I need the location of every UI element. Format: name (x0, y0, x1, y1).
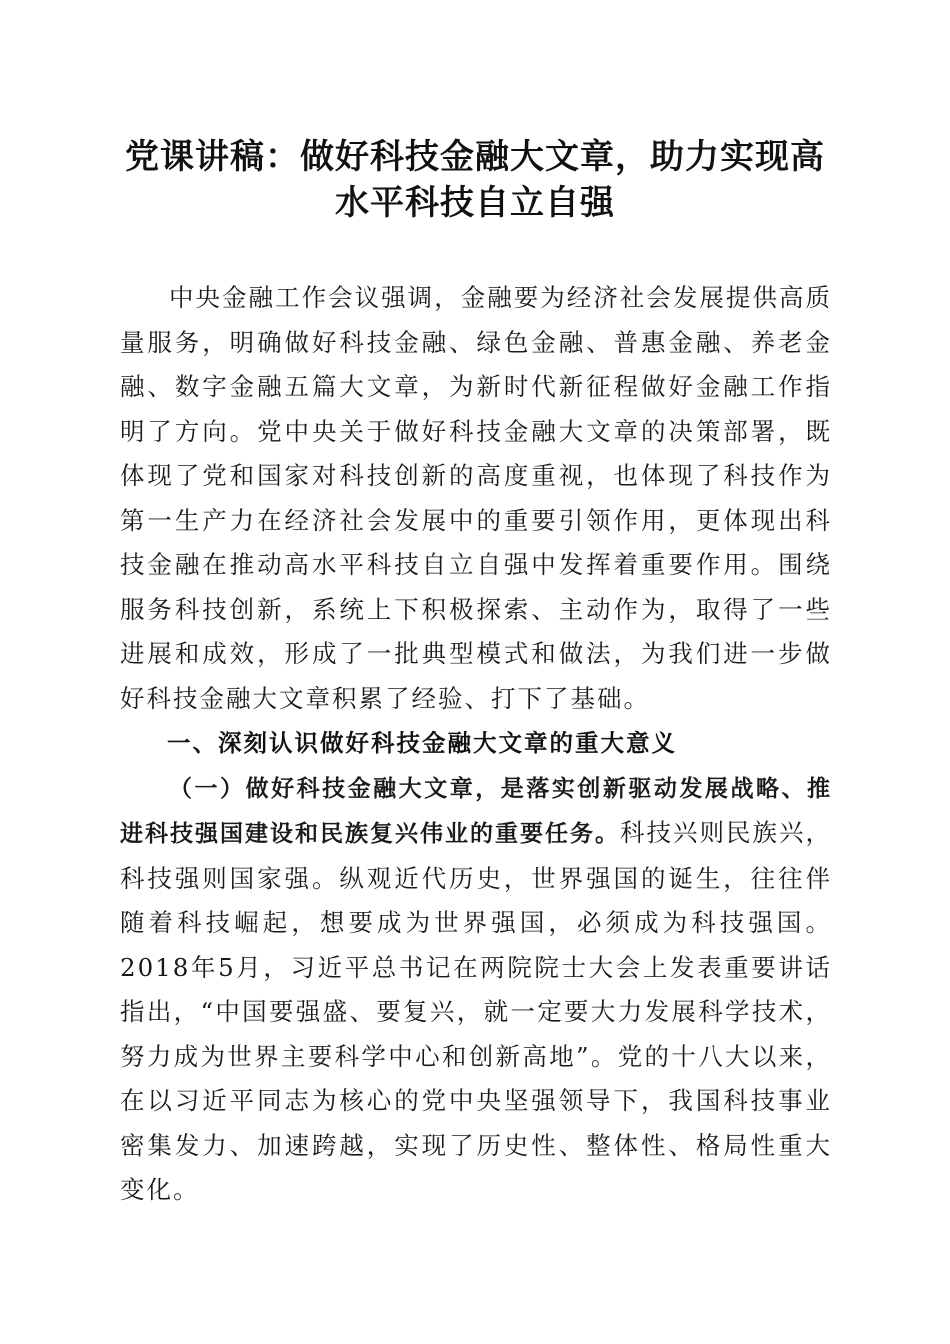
document-title (100, 134, 850, 226)
intro-paragraph: 中央金融工作会议强调，金融要为经济社会发展提供高质量服务，明确做好科技金融、绿色金融、普惠金融、养老金融、数字金融五篇大文章，为新时代新征程做好金融工作指明了方向。党中央关于做好科技金融大文章的决策部署，既体现了党和国家对科技创新的高度重视，也体现了科技作为第一生产力在经济社会发展中的重要引领作用，更体现出科技金融在推动高水平科技自立自强中发挥着重要作用。围绕服务科技创新，系统上下积极探索、主动作为，取得了一些进展和成效，形成了一批典型模式和做法，为我们进一步做好科技金融大文章积累了经验、打下了基础。 (120, 283, 832, 713)
subsection-lead-sentence: （一）做好科技金融大文章，是落实创新驱动发展战略、推进科技强国建设和民族复兴伟业的重要任务。 (120, 775, 832, 847)
document-body (120, 276, 832, 1213)
title-line-1: 党课讲稿：做好科技金融大文章，助力实现高 (125, 137, 825, 177)
subsection-body-text: 科技兴则民族兴，科技强则国家强。纵观近代历史，世界强国的诞生，往往伴随着科技崛起，想要成为世界强国，必须成为科技强国。2018年5月，习近平总书记在两院院士大会上发表重要讲话指出，“中国要强盛、要复兴，就一定要大力发展科学技术，努力成为世界主要科学中心和创新高地”。党的十八大以来，在以习近平同志为核心的党中央坚强领导下，我国科技事业密集发力、加速跨越，实现了历史性、整体性、格局性重大变化。 (120, 818, 832, 1204)
section-1-heading: 一、深刻认识做好科技金融大文章的重大意义 (167, 729, 677, 757)
section-1-subsection-1 (120, 766, 832, 1213)
title-line-2: 水平科技自立自强 (335, 183, 615, 223)
